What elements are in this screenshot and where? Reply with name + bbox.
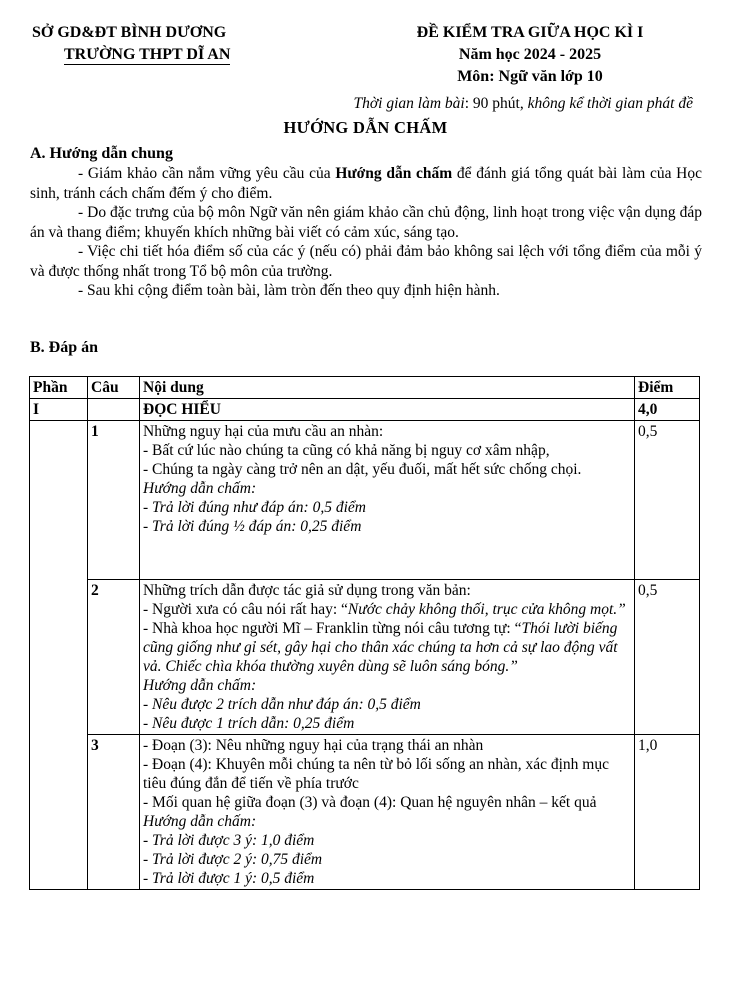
header-content: Nội dung [140, 377, 635, 399]
school-name: TRƯỜNG THPT DĨ AN [64, 46, 231, 63]
part-title: ĐỌC HIỂU [140, 399, 635, 421]
question-number: 1 [88, 421, 140, 580]
part-number: I [30, 399, 88, 421]
table-row-part-1 [30, 399, 700, 421]
section-general-guide [30, 144, 702, 301]
guide-paragraph-1: - Giám khảo cần nắm vững yêu cầu của Hướng dẫn chấm để đánh giá tổng quát bài làm của Học sinh, tránh cách chấm đếm ý cho điểm. [30, 165, 702, 202]
question-number: 2 [88, 580, 140, 735]
header-right [300, 22, 700, 88]
header-left [32, 22, 282, 66]
department-name: SỞ GD&ĐT BÌNH DƯƠNG [32, 24, 227, 41]
question-score: 1,0 [635, 735, 700, 890]
question-content: - Đoạn (3): Nêu những nguy hại của trạng thái an nhàn - Đoạn (4): Khuyên mỗi chúng ta nên từ bỏ lối sống an nhàn, xác định mục tiêu đúng đắn để tiến về phía trước - Mối quan hệ giữa đoạn (3) và đoạn (4): Quan hệ nguyên nhân – kết quả Hướng dẫn chấm: - Trả lời được 3 ý: 1,0 điểm - Trả lời được 2 ý: 0,75 điểm - Trả lời được 1 ý: 0,5 điểm [140, 735, 635, 890]
question-content: Những trích dẫn được tác giả sử dụng trong văn bản: - Người xưa có câu nói rất hay: “Nước chảy không thối, trục cửa không mọt.” - Nhà khoa học người Mĩ – Franklin từng nói câu tương tự: “Thói lười biếng cũng giống như gỉ sét, gây hại cho thân xác chúng ta hơn cả sự lao động vất vả. Chiếc chìa khóa thường xuyên dùng sẽ luôn sáng bóng.” Hướng dẫn chấm: - Nêu được 2 trích dẫn như đáp án: 0,5 điểm - Nêu được 1 trích dẫn: 0,25 điểm [140, 580, 635, 735]
table-header-row [30, 377, 700, 399]
header-score: Điểm [635, 377, 700, 399]
table-row-question-1 [30, 421, 700, 580]
header-question: Câu [88, 377, 140, 399]
guide-paragraph-3: - Việc chi tiết hóa điểm số của các ý (nếu có) phải đảm bảo không sai lệch với tổng điểm của mỗi ý và được thống nhất trong Tổ bộ môn của trường. [30, 243, 702, 280]
table-row-question-3 [30, 735, 700, 890]
guide-paragraph-2: - Do đặc trưng của bộ môn Ngữ văn nên giám khảo cần chủ động, linh hoạt trong việc vận dụng đáp án và thang điểm; khuyến khích những bài viết có cảm xúc, sáng tạo. [30, 204, 702, 241]
part-cell-merged [30, 421, 88, 890]
section-b-title: B. Đáp án [30, 339, 99, 356]
section-a-title: A. Hướng dẫn chung [30, 145, 173, 162]
time-allowed: Thời gian làm bài: 90 phút, không kể thời gian phát đề [353, 95, 693, 112]
table-row-question-2 [30, 580, 700, 735]
guide-paragraph-4: - Sau khi cộng điểm toàn bài, làm tròn đến theo quy định hiện hành. [78, 282, 500, 299]
exam-title: ĐỀ KIỂM TRA GIỮA HỌC KÌ I [416, 24, 644, 41]
empty-cell [88, 399, 140, 421]
header-part: Phần [30, 377, 88, 399]
question-number: 3 [88, 735, 140, 890]
school-year: Năm học 2024 - 2025 [458, 46, 602, 63]
question-content: Những nguy hại của mưu cầu an nhàn: - Bất cứ lúc nào chúng ta cũng có khả năng bị nguy cơ xâm nhập, - Chúng ta ngày càng trở nên an dật, yếu đuối, mất hết sức chống chọi. Hướng dẫn chấm: - Trả lời đúng như đáp án: 0,5 điểm - Trả lời đúng ½ đáp án: 0,25 điểm [140, 421, 635, 580]
subject: Môn: Ngữ văn lớp 10 [457, 68, 603, 85]
page-title: HƯỚNG DẪN CHẤM [283, 118, 448, 137]
answer-table [29, 376, 700, 890]
question-score: 0,5 [635, 421, 700, 580]
part-score: 4,0 [635, 399, 700, 421]
question-score: 0,5 [635, 580, 700, 735]
